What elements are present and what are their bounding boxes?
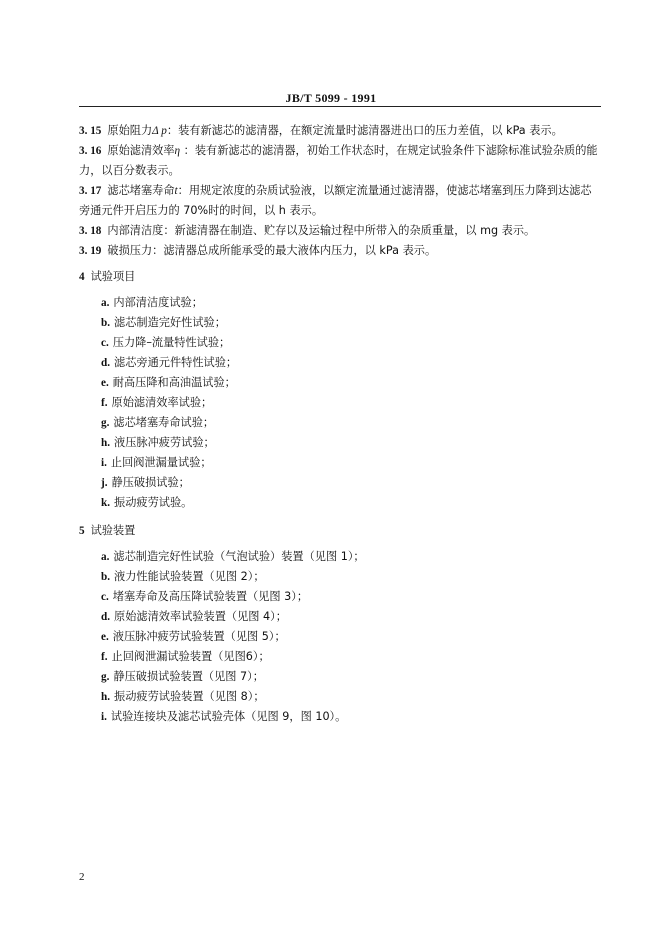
clause-text: ：装有新滤芯的滤清器，初始工作状态时，在规定试验条件下滤除标准试验杂质的能力，以百分数表示。 [79, 144, 598, 177]
clause-number: 3. 18 [79, 225, 102, 237]
clause-3-16 [79, 141, 601, 181]
clause-number: 3. 15 [79, 125, 102, 137]
list-item [101, 433, 601, 453]
section-number: 5 [79, 525, 85, 537]
clause-text: ：装有新滤芯的滤清器，在额定流量时滤清器进出口的压力差值，以 kPa 表示。 [166, 124, 563, 137]
item-text: 滤芯制造完好性试验； [114, 316, 226, 329]
list-item [101, 353, 601, 373]
item-letter: c. [101, 591, 109, 603]
list-item [101, 413, 601, 433]
list-item [101, 473, 601, 493]
list-item [101, 293, 601, 313]
item-letter: i. [101, 457, 107, 469]
item-text: 液压脉冲疲劳试验装置（见图 5）； [112, 630, 286, 643]
item-letter: a. [101, 297, 110, 309]
item-text: 原始滤清效率试验装置（见图 4）； [114, 610, 287, 623]
item-text: 压力降–流量特性试验； [112, 336, 231, 349]
section-number: 4 [79, 271, 85, 283]
clause-text: ：用规定浓度的杂质试验液，以额定流量通过滤清器，使滤芯堵塞到压力降到达滤芯旁通元件开启压力的 70%时的时间，以 h 表示。 [79, 184, 592, 217]
clause-text: 内部清洁度：新滤清器在制造、贮存以及运输过程中所带入的杂质重量，以 mg 表示。 [107, 224, 536, 237]
item-letter: d. [101, 357, 111, 369]
clause-text: 原始滤清效率 [107, 144, 175, 157]
clause-number: 3. 16 [79, 145, 102, 157]
clause-3-19 [79, 241, 601, 261]
test-items-list [101, 293, 601, 513]
item-letter: d. [101, 611, 111, 623]
clause-symbol: t [174, 185, 178, 197]
test-apparatus-list [101, 547, 601, 727]
clause-number: 3. 17 [79, 185, 102, 197]
item-text: 原始滤清效率试验； [111, 396, 213, 409]
section-title: 试验装置 [90, 524, 136, 537]
item-letter: a. [101, 551, 110, 563]
clause-3-18 [79, 221, 601, 241]
item-text: 静压破损试验； [111, 476, 190, 489]
section-4-heading [79, 267, 601, 287]
document-body [79, 121, 601, 735]
item-text: 振动疲劳试验装置（见图 8）； [114, 690, 265, 703]
list-item [101, 667, 601, 687]
item-text: 止回阀泄漏量试验； [110, 456, 212, 469]
item-text: 静压破损试验装置（见图 7）； [113, 670, 264, 683]
clause-symbol: η [174, 145, 181, 157]
item-text: 滤芯旁通元件特性试验； [114, 356, 238, 369]
item-letter: b. [101, 317, 111, 329]
item-text: 耐高压降和高油温试验； [112, 376, 236, 389]
item-letter: b. [101, 571, 111, 583]
list-item [101, 627, 601, 647]
clause-text: 滤芯堵塞寿命 [107, 184, 175, 197]
item-letter: j. [101, 477, 108, 489]
list-item [101, 607, 601, 627]
item-letter: g. [101, 671, 110, 683]
item-letter: f. [101, 397, 108, 409]
item-text: 内部清洁度试验； [113, 296, 203, 309]
list-item [101, 567, 601, 587]
list-item [101, 707, 601, 727]
clause-3-15 [79, 121, 601, 141]
list-item [101, 313, 601, 333]
list-item [101, 373, 601, 393]
item-text: 堵塞寿命及高压降试验装置（见图 3）； [112, 590, 309, 603]
item-text: 液压脉冲疲劳试验； [114, 436, 215, 449]
clause-3-17 [79, 181, 601, 221]
clause-symbol: Δ p [152, 125, 167, 137]
list-item [101, 453, 601, 473]
list-item [101, 393, 601, 413]
page-number: 2 [79, 871, 85, 883]
item-text: 试验连接块及滤芯试验壳体（见图 9，图 10）。 [110, 710, 347, 723]
list-item [101, 647, 601, 667]
list-item [101, 547, 601, 567]
item-letter: i. [101, 711, 107, 723]
item-letter: e. [101, 631, 109, 643]
section-title: 试验项目 [90, 270, 136, 283]
item-letter: h. [101, 437, 111, 449]
clause-text: 破损压力：滤清器总成所能承受的最大液体内压力，以 kPa 表示。 [107, 244, 437, 257]
section-5-heading [79, 521, 601, 541]
item-letter: e. [101, 377, 109, 389]
item-text: 液力性能试验装置（见图 2）； [114, 570, 265, 583]
item-letter: g. [101, 417, 110, 429]
item-letter: h. [101, 691, 111, 703]
item-text: 滤芯制造完好性试验（气泡试验）装置（见图 1）； [113, 550, 365, 563]
item-text: 振动疲劳试验。 [114, 496, 193, 509]
item-text: 止回阀泄漏试验装置（见图6）； [111, 650, 270, 663]
standard-number: JB/T 5099 - 1991 [285, 91, 377, 105]
header-rule [79, 106, 601, 107]
clause-number: 3. 19 [79, 245, 102, 257]
item-letter: c. [101, 337, 109, 349]
item-text: 滤芯堵塞寿命试验； [113, 416, 215, 429]
list-item [101, 687, 601, 707]
item-letter: f. [101, 651, 108, 663]
clause-text: 原始阻力 [107, 124, 153, 137]
list-item [101, 493, 601, 513]
list-item [101, 333, 601, 353]
list-item [101, 587, 601, 607]
item-letter: k. [101, 497, 111, 509]
